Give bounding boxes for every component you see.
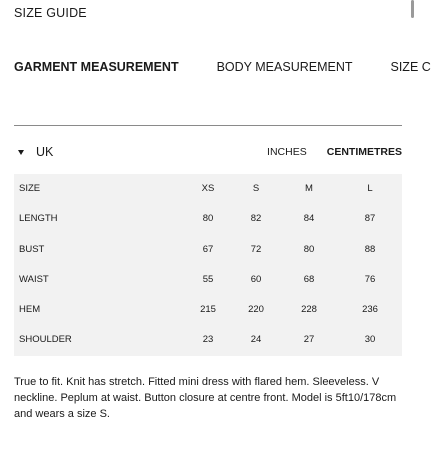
tab-garment-measurement[interactable]: GARMENT MEASUREMENT <box>14 60 179 74</box>
size-xs: XS <box>201 183 215 194</box>
cell-value: 236 <box>362 304 378 316</box>
tab-body-measurement[interactable]: BODY MEASUREMENT <box>216 60 353 74</box>
cell-value: 84 <box>303 213 315 225</box>
cell-value: 60 <box>250 273 262 285</box>
region-selected-label: UK <box>36 145 54 159</box>
size-l: L <box>367 183 373 194</box>
measurement-tabs <box>14 60 431 80</box>
row-label-bust: BUST <box>19 243 45 255</box>
cell-value: 88 <box>364 243 376 255</box>
cell-value: 87 <box>364 213 376 225</box>
cell-value: 82 <box>250 213 262 225</box>
unit-inches-option[interactable]: INCHES <box>267 146 307 158</box>
row-label-waist: WAIST <box>19 273 49 285</box>
page-title: SIZE GUIDE <box>14 6 87 20</box>
size-s: S <box>252 183 260 194</box>
tabs-divider <box>14 125 402 126</box>
table-row <box>14 235 402 265</box>
cell-value: 27 <box>303 334 315 346</box>
row-label-hem: HEM <box>19 304 41 316</box>
unit-toggle <box>267 146 402 158</box>
product-fit-description: True to fit. Knit has stretch. Fitted mini dress with flared hem. Sleeveless. V neckline. Peplum at waist. Button closure at centre front. Model is 5ft10/178cm and wears a size S. <box>14 376 397 420</box>
table-row <box>14 295 402 325</box>
table-row <box>14 265 402 295</box>
row-label-length: LENGTH <box>19 213 58 225</box>
row-label-shoulder: SHOULDER <box>19 334 72 346</box>
cell-value: 220 <box>248 304 264 316</box>
size-table <box>14 174 402 356</box>
cell-value: 72 <box>250 243 262 255</box>
caret-down-icon <box>18 150 24 155</box>
table-row <box>14 204 402 234</box>
cell-value: 30 <box>364 334 376 346</box>
region-select[interactable] <box>14 144 53 160</box>
cell-value: 80 <box>303 243 315 255</box>
cell-value: 24 <box>250 334 262 346</box>
scrollbar-thumb[interactable] <box>411 0 414 18</box>
cell-value: 23 <box>202 334 214 346</box>
tab-size-conversion[interactable]: SIZE C <box>390 60 431 74</box>
table-header-row <box>14 174 402 204</box>
cell-value: 228 <box>301 304 317 316</box>
cell-value: 76 <box>364 273 376 285</box>
size-m: M <box>305 183 313 194</box>
cell-value: 80 <box>202 213 214 225</box>
cell-value: 215 <box>200 304 216 316</box>
table-row <box>14 325 402 355</box>
region-row <box>14 144 402 160</box>
cell-value: 67 <box>202 243 214 255</box>
table-header-label: SIZE <box>19 183 41 194</box>
cell-value: 55 <box>202 273 214 285</box>
cell-value: 68 <box>303 273 315 285</box>
unit-centimetres-option[interactable]: CENTIMETRES <box>326 146 402 158</box>
